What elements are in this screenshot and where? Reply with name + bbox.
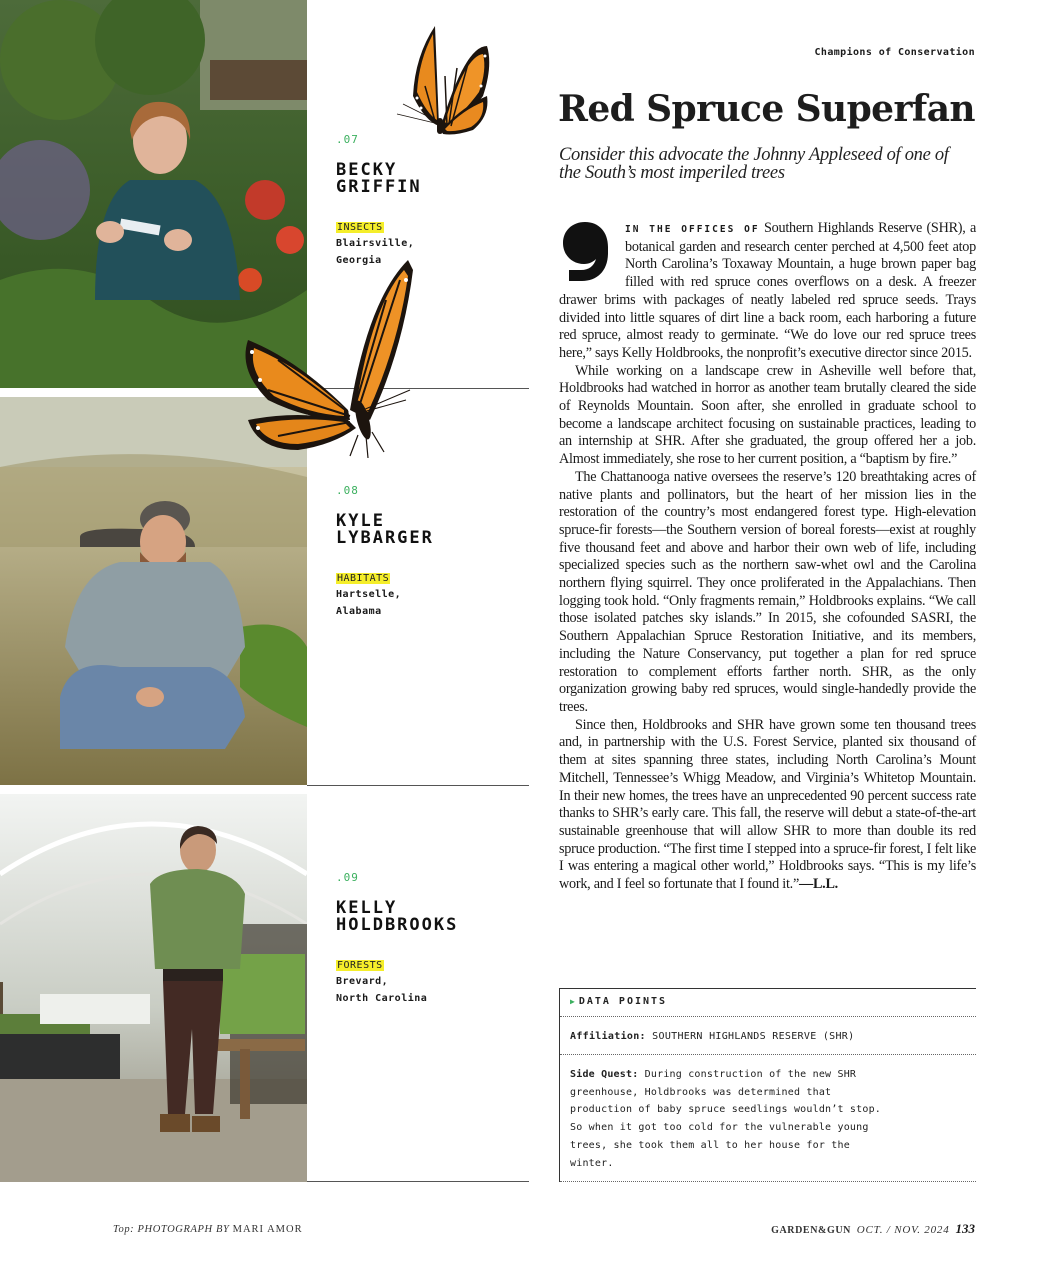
affiliation-label: Affiliation: — [570, 1031, 646, 1042]
side-quest-value: During construction of the new SHR greenhouse, Holdbrooks was determined that production of baby spruce seedlings wouldn’t stop. So when it got too cold for the vulnerable young trees, she took them all to her house for the winter. — [570, 1069, 882, 1169]
page-folio — [771, 1221, 975, 1237]
location-state: North Carolina — [336, 993, 428, 1004]
affiliation-value: SOUTHERN HIGHLANDS RESERVE (SHR) — [645, 1031, 855, 1042]
dropcap-number-nine-icon — [563, 221, 608, 282]
article-deck: Consider this advocate the Johnny Appleseed of one of the South’s most imperiled trees — [559, 145, 949, 183]
monarch-butterfly-small — [395, 26, 495, 138]
profile-last-name: LYBARGER — [336, 528, 434, 548]
profile-last-name: HOLDBROOKS — [336, 915, 459, 935]
magazine-name: GARDEN&GUN — [771, 1225, 851, 1236]
profile-number: .08 — [336, 484, 359, 497]
profile-kyle-lybarger — [336, 484, 434, 620]
profile-first-name: BECKY — [336, 160, 398, 180]
category-tag: FORESTS — [337, 960, 383, 971]
divider-rule-3 — [307, 1181, 529, 1182]
credit-prefix: Top: PHOTOGRAPH BY — [113, 1224, 233, 1235]
category-tag: HABITATS — [337, 573, 390, 584]
side-quest-label: Side Quest: — [570, 1069, 639, 1080]
article-headline: Red Spruce Superfan — [558, 88, 975, 130]
photo-kelly-holdbrooks — [0, 794, 307, 1182]
section-kicker: Champions of Conservation — [814, 47, 975, 58]
side-quest-row — [560, 1055, 900, 1172]
photo-credit — [113, 1224, 303, 1235]
location-city: Blairsville, — [336, 238, 415, 249]
paragraph-4-text: Since then, Holdbrooks and SHR have grown some ten thousand trees and, in partnership with the U.S. Forest Service, planted six thousand of them at sites spanning three states, including North Carolina’s Mount Mitchell, Tennessee’s Whigg Meadow, and Virginia’s Whitetop Mountain. In their new homes, the trees have an unprecedented 90 percent success rate thanks to SHR’s early care. This fall, the reserve will debut a state-of-the-art sustainable greenhouse that will allow SHR to more than double its red spruce production. “The first time I stepped into a spruce-fir forest, I felt like I was entering a magical other world,” Holdbrooks says. “This is my life’s work, and I feel so fortunate that I found it.” — [559, 716, 976, 893]
profile-last-name: GRIFFIN — [336, 177, 422, 197]
article-paragraph-2: While working on a landscape crew in Asheville well before that, Holdbrooks had watched in horror as another team brutally cleared the side of Reynolds Mountain. Soon after, she enrolled in graduate school to become a landscape architect focusing on sustainable practices, leading to an internship at SHR. After she graduated, the group offered her a job. Almost immediately, she rose to her current position, a “baptism by fire.” — [559, 362, 976, 468]
profile-first-name: KELLY — [336, 898, 398, 918]
location-city: Hartselle, — [336, 589, 402, 600]
location-city: Brevard, — [336, 976, 389, 987]
profile-name — [336, 513, 434, 547]
paragraph-1-text: Southern Highlands Reserve (SHR), a botanical garden and research center perched at 4,500 feet atop North Carolina’s Toxaway Mountain, a huge brown paper bag filled with red spruce cones overflows on a desk. A freezer drawer brims with packages of neatly labeled red spruce seeds. Trays divided into little squares of dirt line a back room, each harboring a future red spruce, almost ready to germinate. “We do love our red spruce trees here,” says Kelly Holdbrooks, the nonprofit’s executive director since 2015. — [559, 220, 977, 361]
article-body — [559, 220, 976, 894]
data-points-box — [559, 988, 976, 1182]
location-state: Alabama — [336, 606, 382, 617]
profile-location — [336, 235, 422, 269]
profile-kelly-holdbrooks — [336, 871, 458, 1007]
article-paragraph-4 — [559, 717, 976, 894]
affiliation-row — [560, 1017, 976, 1055]
profile-name — [336, 162, 422, 196]
profile-first-name: KYLE — [336, 511, 385, 531]
article-paragraph-3: The Chattanooga native oversees the reserve’s 120 breathtaking acres of native plants and pollinators, but the heart of her mission lies in the restoration of the country’s most endangered forest type. High-elevation spruce-fir forests—the Southern version of boreal forests—exist at roughly five thousand feet and above and harbor their own web of life, including specialized species such as the northern saw-whet owl and the Carolina northern flying squirrel. They once proliferated in the Appalachians. Then logging took hold. “Only fragments remain,” Holdbrooks explains. “We call those isolated patches sky islands.” In 2015, she cofounded SASRI, the Southern Appalachian Spruce Restoration Initiative, and its members, including the Nature Conservancy, put together a plan for red spruce restoration to complement efforts farther north. SHR, as the only organization growing baby red spruces, would single-handedly provide the trees. — [559, 468, 976, 715]
author-signoff: —L.L. — [799, 876, 838, 893]
profile-number: .07 — [336, 133, 359, 146]
profile-number: .09 — [336, 871, 359, 884]
category-tag: INSECTS — [337, 222, 383, 233]
article-paragraph-1 — [559, 220, 976, 363]
location-state: Georgia — [336, 255, 382, 266]
profile-name — [336, 900, 458, 934]
data-points-bottom-rule — [560, 1181, 976, 1182]
lead-in: IN THE OFFICES OF — [625, 224, 760, 235]
triangle-bullet-icon: ▶ — [570, 997, 575, 1006]
issue-date: OCT. / NOV. 2024 — [856, 1224, 950, 1236]
monarch-butterfly-large — [238, 260, 413, 460]
data-points-header — [560, 989, 976, 1017]
page-number: 133 — [955, 1221, 975, 1236]
data-points-title: DATA POINTS — [578, 996, 668, 1007]
profile-becky-griffin — [336, 133, 422, 269]
profile-location — [336, 973, 458, 1007]
profile-location — [336, 586, 434, 620]
credit-name: MARI AMOR — [232, 1224, 303, 1235]
divider-rule-2 — [307, 785, 529, 786]
